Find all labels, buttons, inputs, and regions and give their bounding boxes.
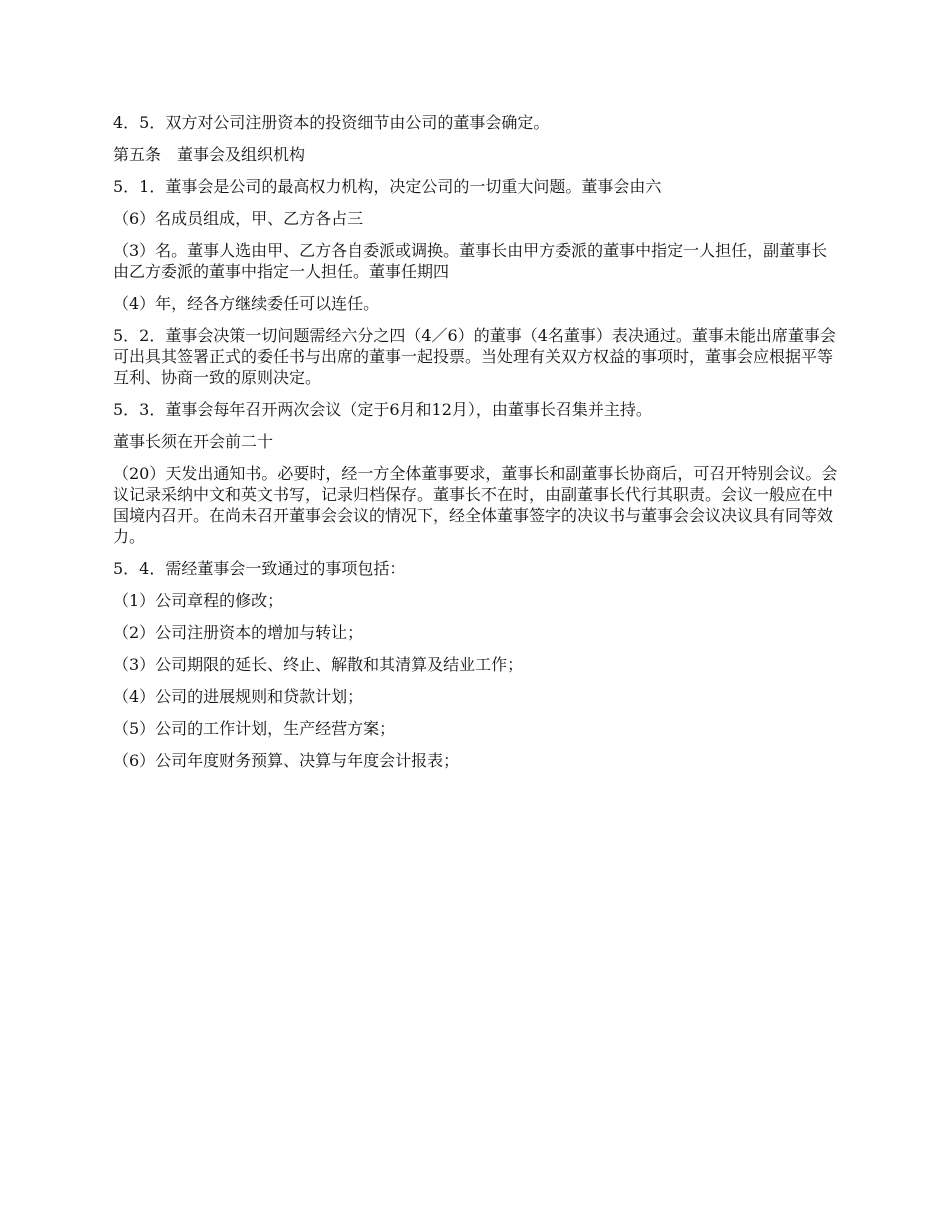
paragraph-5-1: 5．1．董事会是公司的最高权力机构，决定公司的一切重大问题。董事会由六 xyxy=(113,177,662,196)
paragraph-5-3-details: （20）天发出通知书。必要时，经一方全体董事要求，董事长和副董事长协商后，可召开特别会议。会议记录采纳中文和英文书写，记录归档保存。董事长不在时，由副董事长代行其职责。会议一般应在中国境内召开。在尚未召开董事会会议的情况下，经全体董事签字的决议书与董事会会议决议具有同等效力。 xyxy=(113,464,838,546)
list-item-2: （2）公司注册资本的增加与转让； xyxy=(113,623,364,642)
paragraph-5-1-term: （4）年，经各方继续委任可以连任。 xyxy=(113,294,380,313)
paragraph-4-5: 4．5．双方对公司注册资本的投资细节由公司的董事会确定。 xyxy=(113,113,550,132)
paragraph-5-1-members: （6）名成员组成，甲、乙方各占三 xyxy=(113,209,364,228)
list-item-6: （6）公司年度财务预算、决算与年度会计报表； xyxy=(113,751,460,770)
paragraph-5-1-appointment: （3）名。董事人选由甲、乙方各自委派或调换。董事长由甲方委派的董事中指定一人担任，副董事长由乙方委派的董事中指定一人担任。董事任期四 xyxy=(113,241,828,281)
paragraph-5-3: 5．3．董事会每年召开两次会议（定于6月和12月），由董事长召集并主持。 xyxy=(113,400,652,419)
list-item-3: （3）公司期限的延长、终止、解散和其清算及结业工作； xyxy=(113,655,524,674)
list-item-5: （5）公司的工作计划，生产经营方案； xyxy=(113,719,396,738)
document-body xyxy=(113,112,843,782)
article-5-heading: 第五条 董事会及组织机构 xyxy=(113,145,306,164)
paragraph-5-3-notice: 董事长须在开会前二十 xyxy=(113,432,274,451)
list-item-1: （1）公司章程的修改； xyxy=(113,591,284,610)
paragraph-5-2: 5．2．董事会决策一切问题需经六分之四（4／6）的董事（4名董事）表决通过。董事未能出席董事会可出具其签署正式的委任书与出席的董事一起投票。当处理有关双方权益的事项时，董事会应根据平等互利、协商一致的原则决定。 xyxy=(113,326,836,387)
paragraph-5-4: 5．4．需经董事会一致通过的事项包括： xyxy=(113,559,406,578)
list-item-4: （4）公司的进展规则和贷款计划； xyxy=(113,687,364,706)
